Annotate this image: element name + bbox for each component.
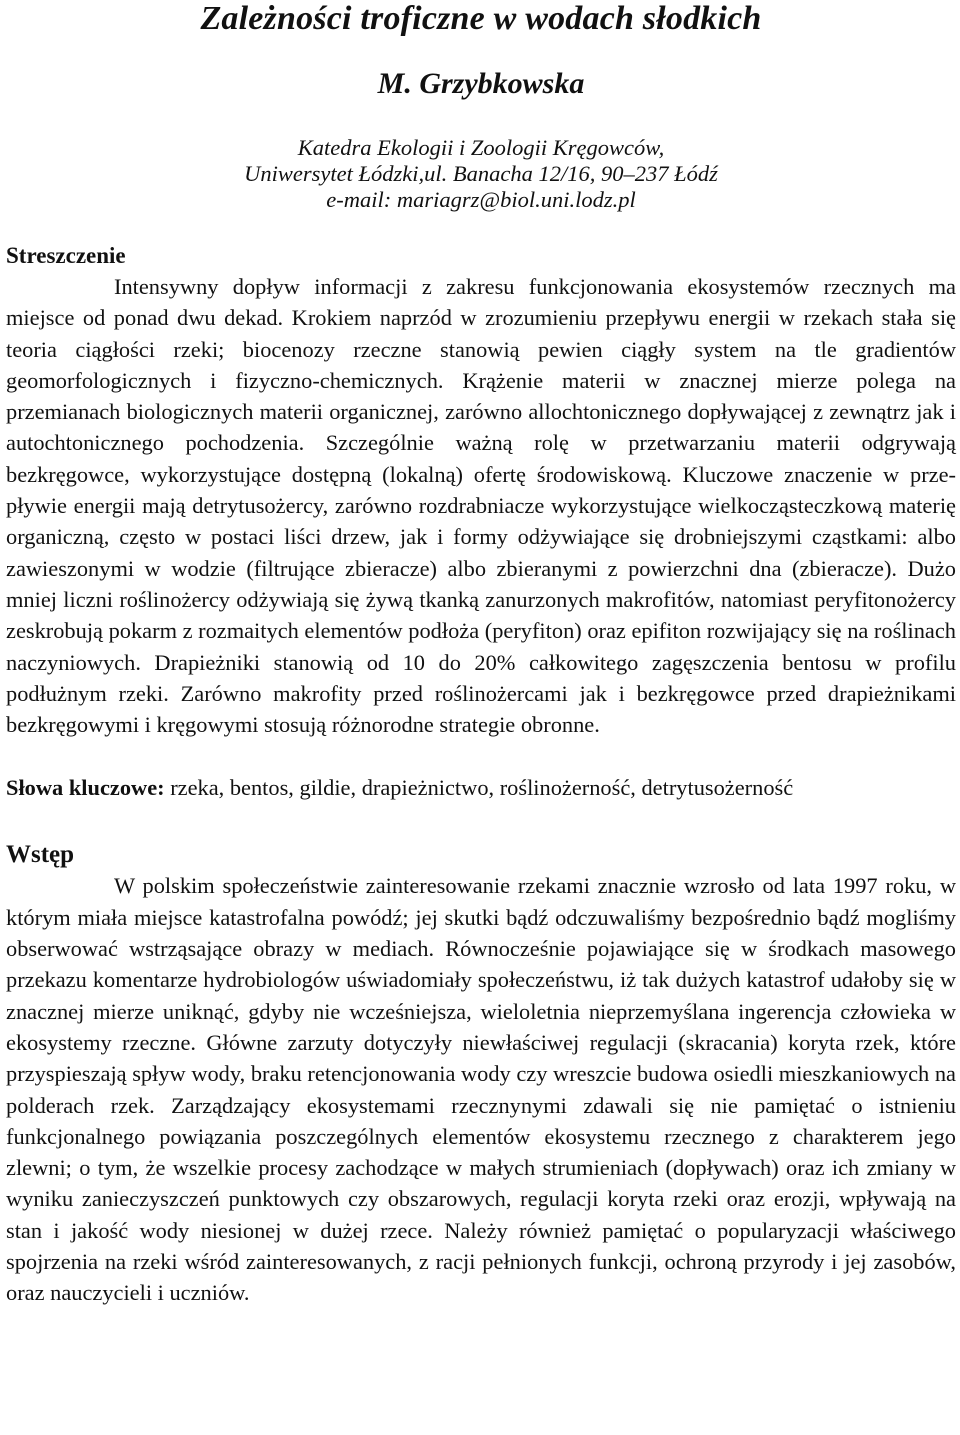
- keywords-text: rzeka, bentos, gildie, drapieżnictwo, roślinożerność, detrytusożerność: [164, 775, 794, 801]
- introduction-heading: Wstęp: [6, 841, 75, 869]
- abstract-text: Intensywny dopływ informacji z zakresu funkcjonowania ekosystemów rzecznych ma miejsce od ponad dwu dekad. Krokiem naprzód w zrozumieniu przepływu energii w rzekach stała się teoria ciągłości rzeki; biocenozy rzeczne stanowią pewien ciągły system na tle gradientów geomorfologicznych i fizyczno-chemicznych. Krążenie materii w znacznej mierze polega na przemianach biologicznych materii organicznej, zarówno allochtonicznego dopływającej z zewnątrz jak i autochtonicznego pochodzenia. Szczególnie ważną rolę w przetwarzaniu materii odgrywają bezkręgowce, wykorzystujące dostępną (lokalną) ofertę środowiskową. Kluczowe znaczenie w przepływie energii mają detrytusożercy, zarówno rozdrabniacze wykorzystujące wielkocząsteczkową materię organiczną, często w postaci liści drzew, jak i formy odżywiające się drobniejszymi cząstkami: albo zawieszonymi w wodzie (filtrujące zbieracze) albo zbieranymi z powierzchni dna (zbieracze). Dużo mniej liczni roślinożercy odżywiają się żywą tkanką zanurzonych makrofitów, natomiast peryfitonożercy zeskrobują pokarm z rozmaitych elementów podłoża (peryfiton) oraz epifiton rozwijający się na roślinach naczyniowych. Drapieżniki stanowią od 10 do 20% całkowitego zagęszczenia bentosu w profilu podłużnym rzeki. Zarówno makrofity przed roślinożercami jak i bezkręgowce przed drapieżnikami bezkręgowymi i kręgowymi stosują różnorodne strategie obronne.: [6, 274, 956, 738]
- abstract-heading: Streszczenie: [6, 243, 126, 268]
- article-title: Zależności troficzne w wodach słodkich: [200, 0, 762, 37]
- author-affiliation: [6, 135, 956, 213]
- affiliation-department: Katedra Ekologii i Zoologii Kręgowców,: [297, 135, 665, 160]
- introduction-text: W polskim społeczeństwie zainteresowanie rzekami znacznie wzrosło od lata 1997 roku, w którym miała miejsce katastrofalna powódź; jej skutki bądź odczuwaliśmy bezpośrednio bądź mogliśmy obserwować wstrząsające obrazy w mediach. Równocześnie pojawiające się w środkach masowego przekazu komentarze hydrobiologów uświadomiały społeczeństwu, iż tak dużych katastrof udałoby się w znacznej mierze uniknąć, gdyby nie wcześniejsza, wieloletnia nieprzemyślana ingerencja człowieka w ekosystemy rzeczne. Główne zarzuty dotyczyły niewłaściwej regulacji (skracania) koryta rzek, które przyspieszają spływ wody, braku retencjonowania wody czy wreszcie budowa osiedli mieszkaniowych na polderach rzek. Zarządzający ekosystemami rzecznynymi zdawali się nie pamiętać o istnieniu funkcjonalnego powiązania poszczególnych elementów ekosystemu rzecznego z charakterem jego zlewni; o tym, że wszelkie procesy zachodzące w małych strumieniach (dopływach) oraz ich zmiany w wyniku zanieczyszczeń punktowych czy obszarowych, regulacji koryta rzeki oraz erozji, wpływają na stan i jakość wody niesionej w dużej rzece. Należy również pamiętać o popularyzacji właściwego spojrzenia na rzeki wśród zainteresowanych, z racji pełnionych funkcji, ochroną przyrody i jej zasobów, oraz nauczycieli i uczniów.: [6, 873, 956, 1306]
- keywords-label: Słowa kluczowe:: [6, 775, 165, 801]
- affiliation-address: Uniwersytet Łódzki,ul. Banacha 12/16, 90–237 Łódź: [244, 161, 718, 186]
- affiliation-email: e-mail: mariagrz@biol.uni.lodz.pl: [326, 187, 636, 212]
- keywords-line: [6, 773, 956, 803]
- article-author: M. Grzybkowska: [377, 67, 585, 100]
- document-page: [6, 0, 956, 1309]
